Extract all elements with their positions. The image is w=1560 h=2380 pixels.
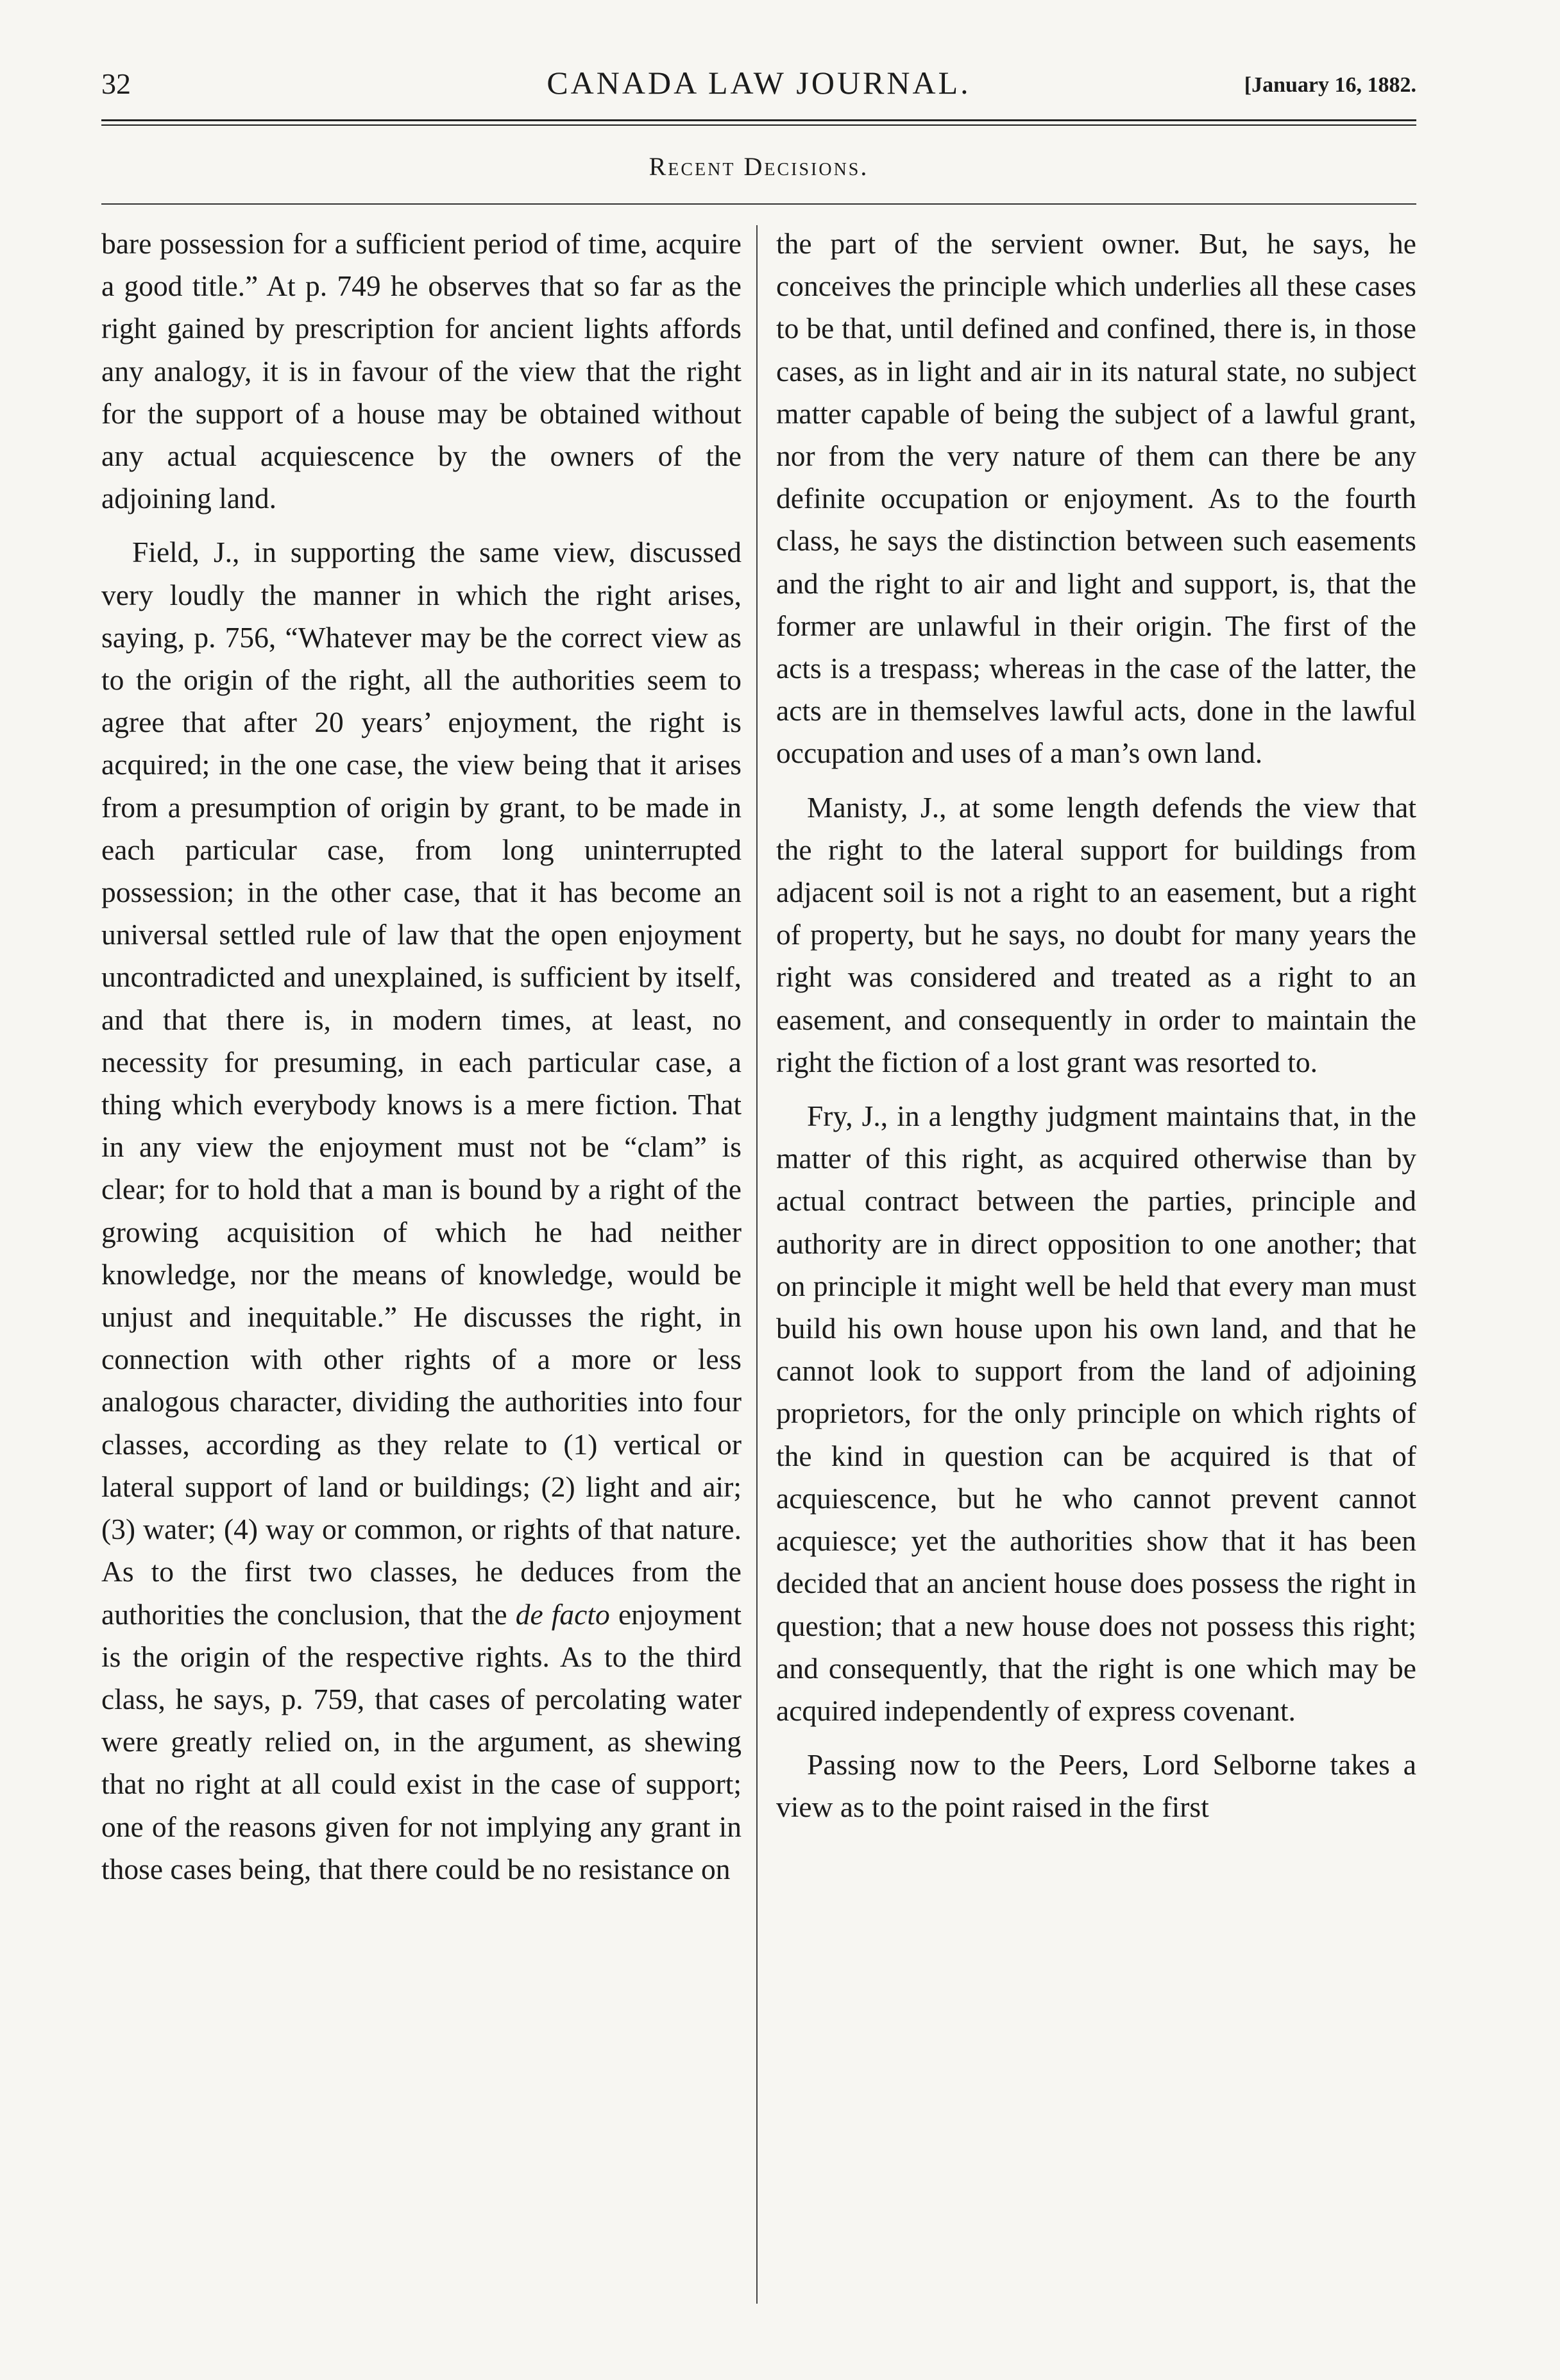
- text-columns: [101, 223, 1416, 1891]
- right-paragraph-3: Fry, J., in a lengthy judgment maintains that, in the matter of this right, as acquired otherwise than by actual contract between the parties, principle and authority are in direct opposition to one another; that on principle it might well be held that every man must build his own house upon his own land, and that he cannot look to support from the land of adjoining proprietors, for the only principle on which rights of the kind in question can be acquired is that of acquiescence, but he who cannot prevent cannot acquiesce; yet the authorities show that it has been decided that an ancient house does possess the right in question; that a new house does not possess this right; and consequently, that the right is one which may be acquired independently of express covenant.: [776, 1100, 1416, 1727]
- left-paragraph-1: bare possession for a sufficient period of time, acquire a good title.” At p. 749 he observes that so far as the right gained by prescription for ancient lights affords any analogy, it is in favour of the view that the right for the support of a house may be obtained without any actual acquiescence by the owners of the adjoining land.: [101, 227, 742, 515]
- right-paragraph-1: the part of the servient owner. But, he says, he conceives the principle which underlies all these cases to be that, until defined and confined, there is, in those cases, as in light and air in its natural state, no subject matter capable of being the subject of a lawful grant, nor from the very nature of them can there be any definite occupation or enjoyment. As to the fourth class, he says the distinction between such easements and the right to air and light and support, is, that the former are unlawful in their origin. The first of the acts is a trespass; whereas in the case of the latter, the acts are in themselves lawful acts, done in the lawful occupation and uses of a man’s own land.: [776, 227, 1416, 770]
- left-paragraph-2-end: enjoyment is the origin of the respective rights. As to the third class, he says, p. 759, that cases of percolating water were greatly relied on, in the argument, as shewing that no right at all could exist in the case of support; one of the reasons given for not implying any grant in those cases being, that there could be no resistance on: [101, 1597, 742, 1885]
- section-rule: [101, 203, 1416, 205]
- page-header: [101, 59, 1416, 109]
- page-number: 32: [101, 67, 131, 100]
- journal-title: CANADA LAW JOURNAL.: [547, 65, 971, 101]
- section-title: Recent Decisions.: [649, 152, 869, 181]
- italic-term: de facto: [515, 1597, 610, 1631]
- column-divider: [756, 225, 758, 2304]
- issue-date: [January 16, 1882.: [1244, 73, 1416, 97]
- journal-page: [101, 59, 1416, 1891]
- right-paragraph-2: Manisty, J., at some length defends the view that the right to the lateral support for buildings from adjacent soil is not a right to an easement, but a right of property, but he says, no doubt for many years the right was considered and treated as a right to an easement, and consequently in order to maintain the right the fiction of a lost grant was resorted to.: [776, 790, 1416, 1078]
- right-column: [776, 223, 1416, 1891]
- header-rule: [101, 119, 1416, 126]
- left-column: [101, 223, 742, 1891]
- left-paragraph-2-text: Field, J., in supporting the same view, discussed very loudly the manner in which the right arises, saying, p. 756, “Whatever may be the correct view as to the origin of the right, all the authorities seem to agree that after 20 years’ enjoyment, the right is acquired; in the one case, the view being that it arises from a presumption of origin by grant, to be made in each particular case, from long uninterrupted possession; in the other case, that it has become an universal settled rule of law that the open enjoyment uncontradicted and unexplained, is sufficient by itself, and that there is, in modern times, at least, no necessity for presuming, in each particular case, a thing which everybody knows is a mere fiction. That in any view the enjoyment must not be “clam” is clear; for to hold that a man is bound by a right of the growing acquisition of which he had neither knowledge, nor the means of knowledge, would be unjust and inequitable.” He discusses the right, in connection with other rights of a more or less analogous character, dividing the authorities into four classes, according as they relate to (1) vertical or lateral support of land or buildings; (2) light and air; (3) water; (4) way or common, or rights of that nature. As to the first two classes, he deduces from the authorities the conclusion, that the: [101, 536, 742, 1631]
- right-paragraph-4: Passing now to the Peers, Lord Selborne takes a view as to the point raised in the first: [776, 1748, 1416, 1824]
- left-paragraph-2: [101, 531, 742, 1891]
